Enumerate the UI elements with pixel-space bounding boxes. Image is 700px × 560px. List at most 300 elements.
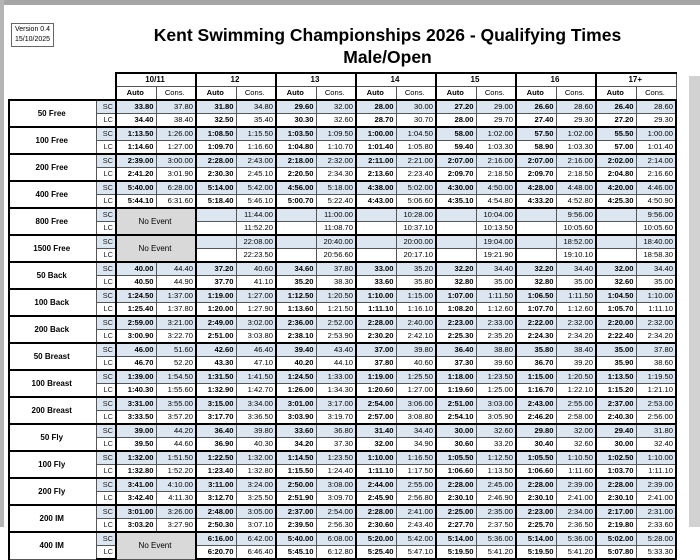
time-cell: 1:32.90 [196,384,236,398]
time-cell: 51.60 [156,343,196,357]
time-cell: 10:13.50 [476,222,516,236]
time-cell: 2:28.00 [596,478,636,492]
time-cell: 1:26.00 [156,127,196,141]
time-cell: 5:44.10 [116,195,156,209]
time-cell: 3:01.90 [156,168,196,182]
time-cell: 37.80 [356,357,396,371]
time-cell: 4:10.00 [156,478,196,492]
time-cell: 2:40.00 [396,316,436,330]
time-cell: 1:10.00 [636,451,676,465]
time-cell [596,208,636,222]
time-cell: 35.00 [556,276,596,290]
time-cell: 1:06.60 [436,465,476,479]
sc-label: SC [96,451,116,465]
time-cell: 2:30.10 [436,492,476,506]
time-cell: 1:05.70 [596,303,636,317]
time-cell: 52.20 [156,357,196,371]
time-cell: 1:12.50 [276,289,316,303]
time-cell: 3:19.70 [316,411,356,425]
time-cell [596,249,636,263]
time-cell [356,249,396,263]
time-cell: 32.60 [596,276,636,290]
time-cell: 5:42.00 [396,532,436,546]
time-cell: 57.50 [516,127,556,141]
time-cell: 2:37.00 [596,397,636,411]
time-cell: 1:19.00 [196,289,236,303]
time-cell: 1:12.60 [476,303,516,317]
time-cell: 38.40 [556,343,596,357]
time-cell: 2:28.00 [196,154,236,168]
time-cell: 37.70 [196,276,236,290]
time-cell: 2:25.70 [516,519,556,533]
time-cell: 6:08.00 [316,532,356,546]
time-cell: 3:24.00 [236,478,276,492]
time-cell: 2:52.00 [316,316,356,330]
time-cell: 5:14.00 [516,532,556,546]
time-cell: 3:27.90 [156,519,196,533]
time-cell: 4:30.00 [436,181,476,195]
time-cell: 2:41.00 [396,505,436,519]
time-cell: 28.60 [636,100,676,114]
time-cell: 2:09.70 [436,168,476,182]
time-cell: 1:08.20 [436,303,476,317]
time-cell: 5:14.00 [196,181,236,195]
time-cell: 2:58.00 [556,411,596,425]
time-cell [596,235,636,249]
time-cell: 44.40 [156,262,196,276]
time-cell: 1:23.50 [476,370,516,384]
time-cell: 38.30 [316,276,356,290]
time-cell: 4:38.00 [356,181,396,195]
time-cell: 2:54.00 [316,505,356,519]
time-cell: 2:56.80 [396,492,436,506]
time-cell: 1:41.50 [236,370,276,384]
time-cell: 5:20.00 [356,532,396,546]
time-cell: 2:51.00 [436,397,476,411]
time-cell: 1:16.10 [396,303,436,317]
lc-label: LC [96,303,116,317]
time-cell: 35.20 [276,276,316,290]
cons-header: Cons. [476,87,516,101]
time-cell: 39.00 [116,424,156,438]
version-box [11,23,54,47]
time-cell: 1:54.50 [156,370,196,384]
time-cell: 3:34.00 [236,397,276,411]
time-cell: 2:30.10 [516,492,556,506]
time-cell: 20:00.00 [396,235,436,249]
time-cell: 3:12.70 [196,492,236,506]
event-cell: 100 Breast [9,370,96,397]
time-cell: 2:57.00 [356,411,396,425]
time-cell: 29.30 [556,114,596,128]
time-cell: 2:28.00 [356,316,396,330]
age-group-header: 13 [276,73,356,87]
lc-label: LC [96,249,116,263]
time-cell: 1:01.40 [356,141,396,155]
time-cell: 6:31.60 [156,195,196,209]
time-cell: 1:24.50 [276,370,316,384]
time-cell: 1:25.00 [476,384,516,398]
cons-header: Cons. [236,87,276,101]
time-cell: 1:10.50 [556,451,596,465]
time-cell: 6:42.00 [236,532,276,546]
time-cell: 4:25.30 [596,195,636,209]
time-cell: 3:26.00 [156,505,196,519]
event-cell: 800 Free [9,208,96,235]
time-cell: 5:19.50 [436,546,476,560]
time-cell: 2:24.30 [516,330,556,344]
time-cell: 1:11.60 [556,465,596,479]
event-cell: 400 Free [9,181,96,208]
sc-label: SC [96,397,116,411]
time-cell: 36.40 [436,343,476,357]
time-cell: 1:10.00 [356,289,396,303]
time-cell: 2:36.50 [556,519,596,533]
time-cell: 47.10 [236,357,276,371]
time-cell: 1:14.60 [116,141,156,155]
time-cell: 2:48.00 [196,505,236,519]
time-cell: 2:39.00 [116,154,156,168]
time-cell: 3:03.80 [236,330,276,344]
cons-header: Cons. [636,87,676,101]
time-cell: 32.50 [196,114,236,128]
time-cell: 2:33.00 [476,316,516,330]
time-cell: 2:32.00 [636,316,676,330]
time-cell: 2:55.00 [556,397,596,411]
time-cell: 4:11.30 [156,492,196,506]
time-cell [516,235,556,249]
time-cell: 43.40 [316,343,356,357]
event-cell: 200 Back [9,316,96,343]
time-cell: 1:34.30 [316,384,356,398]
time-cell: 1:16.50 [396,451,436,465]
time-cell: 1:03.30 [556,141,596,155]
time-cell: 1:32.00 [236,451,276,465]
time-cell: 5:18.40 [196,195,236,209]
time-cell: 32.20 [516,262,556,276]
lc-label: LC [96,168,116,182]
lc-label: LC [96,492,116,506]
time-cell: 59.40 [436,141,476,155]
time-cell: 6:20.70 [196,546,236,560]
sc-label: SC [96,100,116,114]
time-cell: 3:22.70 [156,330,196,344]
time-cell: 19:10.10 [556,249,596,263]
time-cell: 1:33.00 [316,370,356,384]
time-cell: 30.00 [596,438,636,452]
time-cell: 1:06.50 [516,289,556,303]
time-cell: 1:52.20 [156,465,196,479]
time-cell: 30.30 [276,114,316,128]
time-cell: 10:28.00 [396,208,436,222]
time-cell: 5:00.70 [276,195,316,209]
event-cell: 50 Breast [9,343,96,370]
cons-header: Cons. [156,87,196,101]
time-cell: 5:36.00 [476,532,516,546]
time-cell: 1:04.50 [396,127,436,141]
time-cell: 2:34.20 [636,330,676,344]
time-cell: 43.30 [196,357,236,371]
time-cell: 3:02.00 [236,316,276,330]
sc-label: SC [96,478,116,492]
sc-label: SC [96,505,116,519]
time-cell: 32.20 [436,262,476,276]
time-cell [436,208,476,222]
auto-header: Auto [276,87,316,101]
time-cell: 1:05.50 [436,451,476,465]
time-cell [276,249,316,263]
time-cell [196,249,236,263]
time-cell: 34.40 [636,262,676,276]
time-cell: 2:21.00 [396,154,436,168]
cons-header: Cons. [316,87,356,101]
sc-label: SC [96,289,116,303]
time-cell: 1:03.30 [476,141,516,155]
time-cell: 30.00 [396,100,436,114]
time-cell: 2:28.00 [516,478,556,492]
sc-label: SC [96,424,116,438]
time-cell: 2:55.00 [396,478,436,492]
time-cell: 6:46.40 [236,546,276,560]
time-cell: 4:56.00 [276,181,316,195]
time-cell: 1:20.60 [356,384,396,398]
time-cell: 29.80 [516,424,556,438]
time-cell: 39.40 [276,343,316,357]
time-cell: 3:03.20 [116,519,156,533]
time-cell: 2:25.00 [436,505,476,519]
time-cell: 2:41.20 [116,168,156,182]
time-cell: 1:00.00 [356,127,396,141]
time-cell: 1:04.50 [596,289,636,303]
time-cell: 2:50.00 [276,478,316,492]
title-line-1: Kent Swimming Championships 2026 - Qualifying Times [153,25,622,45]
time-cell: 35.00 [636,276,676,290]
time-cell: 2:41.00 [556,492,596,506]
time-cell: 2:18.00 [276,154,316,168]
time-cell: 30.00 [436,424,476,438]
event-cell: 50 Free [9,100,96,127]
event-cell: 50 Back [9,262,96,289]
sc-label: SC [96,181,116,195]
header-spacer [9,73,116,87]
time-cell: 4:46.00 [636,181,676,195]
time-cell: 1:02.50 [596,451,636,465]
time-cell: 1:13.60 [276,303,316,317]
time-cell: 2:54.00 [356,397,396,411]
time-cell: 2:46.90 [476,492,516,506]
time-cell: 1:16.70 [516,384,556,398]
time-cell: 34.80 [236,100,276,114]
time-cell: 2:11.00 [356,154,396,168]
time-cell: 41.10 [236,276,276,290]
event-cell: 400 IM [9,532,96,559]
time-cell: 10:04.00 [476,208,516,222]
time-cell: 31.40 [356,424,396,438]
title-line-2: Male/Open [343,47,432,68]
time-cell: 4:50.00 [476,181,516,195]
time-cell: 2:53.90 [316,330,356,344]
lc-label: LC [96,276,116,290]
sc-label: SC [96,154,116,168]
time-cell: 34.40 [116,114,156,128]
time-cell: 1:19.50 [636,370,676,384]
time-cell: 5:42.00 [236,181,276,195]
time-cell: 2:54.10 [436,411,476,425]
time-cell: 4:48.00 [556,181,596,195]
time-cell: 2:43.00 [516,397,556,411]
time-cell: 39.80 [236,424,276,438]
time-cell: 2:43.00 [236,154,276,168]
time-cell: 2:22.40 [596,330,636,344]
time-cell: 26.40 [596,100,636,114]
time-cell: 1:40.30 [116,384,156,398]
time-cell: 1:04.80 [276,141,316,155]
time-cell: 2:39.50 [276,519,316,533]
time-cell: 2:39.00 [636,478,676,492]
time-cell: 1:19.60 [436,384,476,398]
time-cell: 40.60 [396,357,436,371]
time-cell: 1:16.60 [236,141,276,155]
lc-label: LC [96,519,116,533]
time-cell: 32.80 [436,276,476,290]
time-cell: 5:28.00 [636,532,676,546]
time-cell: 1:20.50 [556,370,596,384]
auto-header: Auto [196,87,236,101]
time-cell: 3:09.70 [316,492,356,506]
time-cell: 37.80 [156,100,196,114]
time-cell: 2:56.00 [636,411,676,425]
auto-header: Auto [116,87,156,101]
time-cell: 2:30.30 [196,168,236,182]
time-cell: 22:23.50 [236,249,276,263]
time-cell [196,222,236,236]
time-cell: 1:18.00 [436,370,476,384]
time-cell: 37.00 [356,343,396,357]
time-cell: 1:15.20 [596,384,636,398]
time-cell: 27.40 [516,114,556,128]
time-cell: 2:33.60 [636,519,676,533]
sc-label: SC [96,316,116,330]
time-cell: 2:22.00 [516,316,556,330]
page-title [95,24,680,68]
time-cell: 1:25.40 [116,303,156,317]
time-cell: 1:12.50 [476,451,516,465]
time-cell: 55.50 [596,127,636,141]
time-cell: 2:28.00 [436,478,476,492]
time-cell: 5:46.10 [236,195,276,209]
time-cell: 1:05.50 [516,451,556,465]
time-cell: 30.60 [436,438,476,452]
lc-label: LC [96,546,116,560]
time-cell: 5:40.00 [276,532,316,546]
time-cell: 39.80 [396,343,436,357]
time-cell: 44.90 [156,276,196,290]
time-cell: 1:26.00 [276,384,316,398]
time-cell: 1:19.00 [356,370,396,384]
time-cell: 29.60 [276,100,316,114]
lc-label: LC [96,330,116,344]
time-cell: 39.50 [116,438,156,452]
time-cell: 31.80 [636,424,676,438]
time-cell [356,222,396,236]
time-cell: 2:45.90 [356,492,396,506]
time-cell: 3:05.90 [476,411,516,425]
time-cell: 1:12.60 [556,303,596,317]
time-cell [196,235,236,249]
event-cell: 200 Fly [9,478,96,505]
time-cell: 22:08.00 [236,235,276,249]
age-group-header: 16 [516,73,596,87]
time-cell: 2:20.00 [596,316,636,330]
window-right-strip [689,76,700,527]
time-cell: 40.00 [116,262,156,276]
sc-label: SC [96,262,116,276]
time-cell: 38.60 [636,357,676,371]
time-cell: 11:08.70 [316,222,356,236]
time-cell: 35.80 [516,343,556,357]
time-cell: 5:22.40 [316,195,356,209]
time-cell: 10:37.10 [396,222,436,236]
qualifying-times-table [8,72,677,560]
time-cell: 3:17.00 [316,397,356,411]
time-cell: 2:30.60 [356,519,396,533]
time-cell: 2:34.20 [556,330,596,344]
time-cell: 44.60 [156,438,196,452]
event-cell: 200 Breast [9,397,96,424]
time-cell: 35.00 [596,343,636,357]
time-cell [276,208,316,222]
no-event-cell: No Event [116,208,196,235]
time-cell: 37.80 [316,262,356,276]
time-cell: 2:23.00 [516,505,556,519]
time-cell: 2:37.00 [276,505,316,519]
time-cell: 2:31.00 [636,505,676,519]
time-cell: 5:40.00 [116,181,156,195]
time-cell: 27.20 [436,100,476,114]
time-cell: 1:15.50 [276,465,316,479]
time-cell: 1:24.40 [316,465,356,479]
time-cell: 29.70 [476,114,516,128]
time-cell: 1:05.80 [396,141,436,155]
event-cell: 100 Free [9,127,96,154]
time-cell: 2:23.00 [436,316,476,330]
time-cell: 1:11.10 [636,303,676,317]
time-cell: 18:52.00 [556,235,596,249]
time-cell: 2:28.00 [356,505,396,519]
time-cell: 1:55.60 [156,384,196,398]
time-cell: 1:10.00 [356,451,396,465]
time-cell: 46.00 [116,343,156,357]
time-cell: 1:23.40 [196,465,236,479]
time-cell: 20:56.60 [316,249,356,263]
time-cell: 32.60 [556,438,596,452]
auto-header: Auto [436,87,476,101]
time-cell [276,235,316,249]
time-cell: 1:10.00 [636,289,676,303]
time-cell: 29.30 [636,114,676,128]
time-cell: 1:13.50 [596,370,636,384]
time-cell: 3:11.00 [196,478,236,492]
time-cell: 34.20 [276,438,316,452]
time-cell: 2:07.00 [516,154,556,168]
time-cell: 2:20.50 [276,168,316,182]
time-cell: 1:08.50 [196,127,236,141]
time-cell: 2:32.00 [316,154,356,168]
time-cell: 1:37.00 [156,289,196,303]
time-cell [276,222,316,236]
time-cell: 3:21.00 [156,316,196,330]
time-cell: 5:18.00 [316,181,356,195]
